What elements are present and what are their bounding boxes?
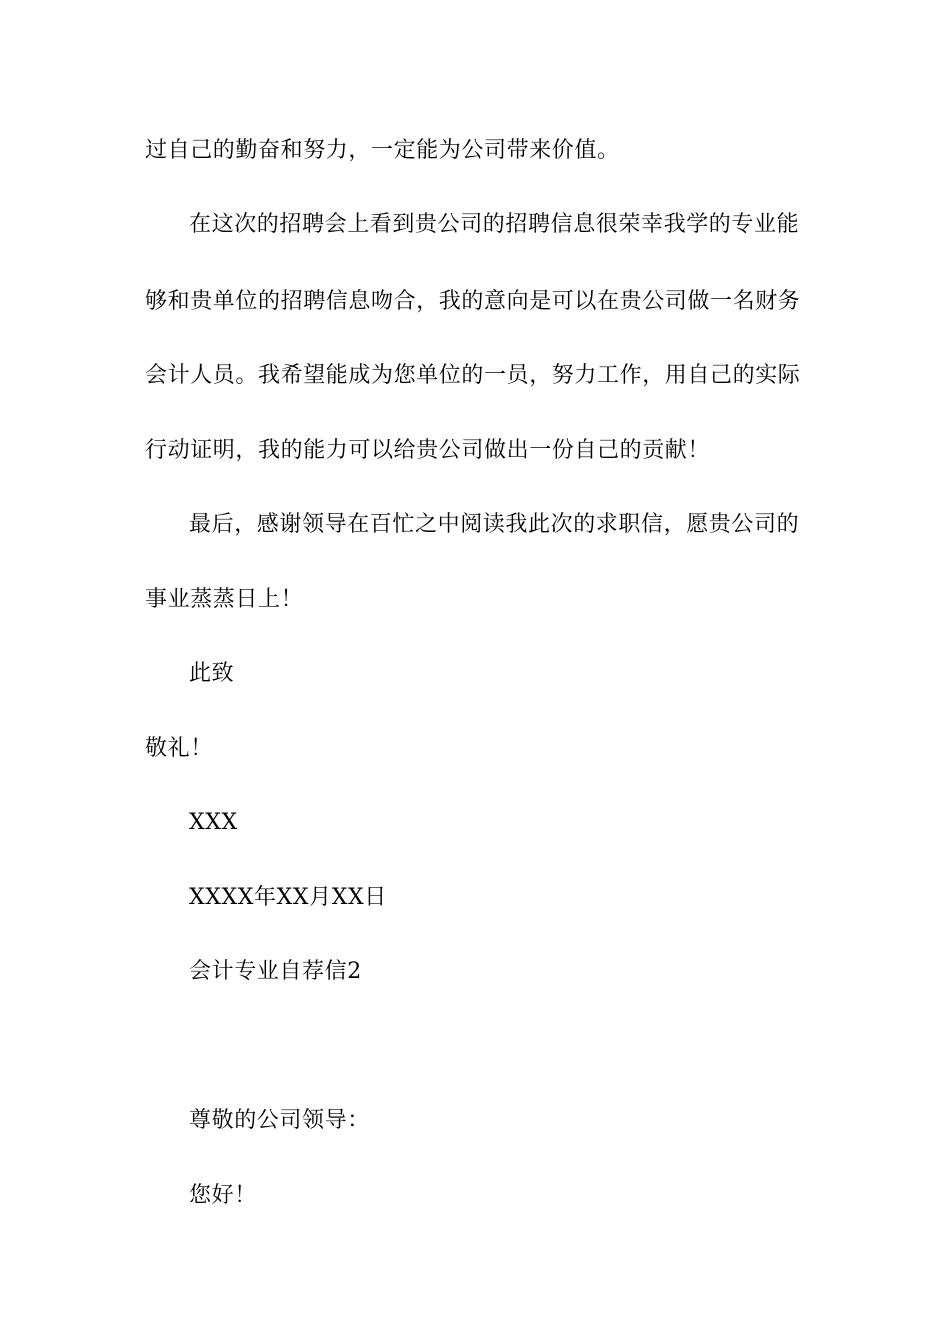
paragraph-line: 行动证明，我的能力可以给贵公司做出一份自己的贡献！ [145,438,711,463]
paragraph-line: 会计人员。我希望能成为您单位的一员，努力工作，用自己的实际 [145,363,801,388]
paragraph-line: 事业蒸蒸日上！ [145,587,304,612]
closing-salutation: 此致 [189,661,235,686]
greeting: 尊敬的公司领导： [189,1108,370,1133]
paragraph-line: 最后，感谢领导在百忙之中阅读我此次的求职信，愿贵公司的 [189,512,800,537]
section-title: 会计专业自荐信2 [189,959,362,984]
paragraph-line: 够和贵单位的招聘信息吻合，我的意向是可以在贵公司做一名财务 [145,289,801,314]
paragraph-line: 在这次的招聘会上看到贵公司的招聘信息很荣幸我学的专业能 [189,212,800,237]
signature-date: XXXX年XX月XX日 [189,885,387,910]
closing-regards: 敬礼！ [145,736,213,761]
greeting-hello: 您好！ [189,1183,257,1208]
paragraph-line: 过自己的勤奋和努力，一定能为公司带来价值。 [145,138,620,163]
signature-name: XXX [189,810,238,835]
